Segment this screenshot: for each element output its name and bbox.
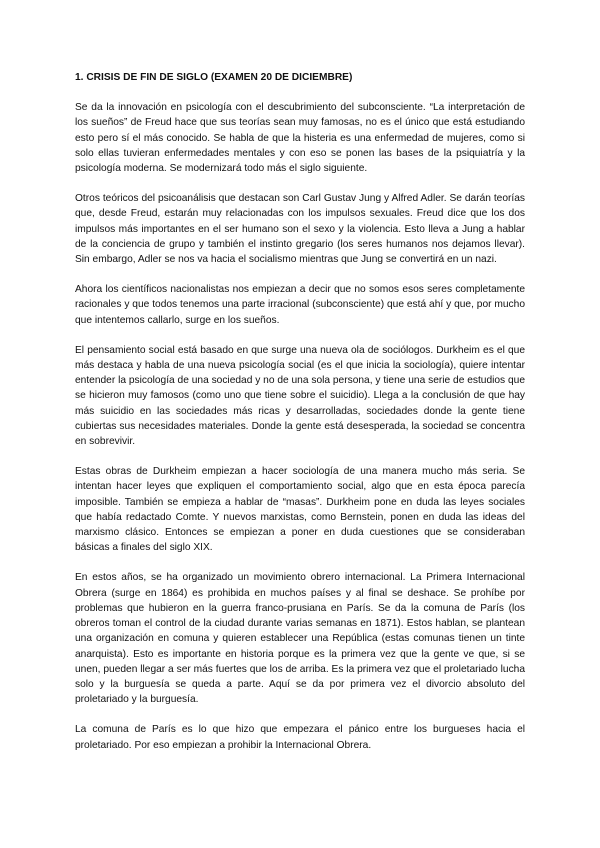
paragraph-workers-movement: En estos años, se ha organizado un movimiento obrero internacional. La Primera Internacional Obrera (surge en 1864) es prohibida en muchos países y al final se deshace. Se prohíbe por problemas que hubieron en la guerra franco-prusiana en París. Se da la comuna de París (los obreros toman el control de la ciudad durante varias semanas en 1871). Estos hablan, se plantean una organización en comuna y quieren establecer una República (estas comunas tienen un tinte anarquista). Esto es importante en historia porque es la primera vez que la gente ve que, si se unen, pueden llegar a ser más fuertes que los de arriba. Es la primera vez que el proletariado lucha solo y la burguesía se queda a parte. Aquí se da por primera vez el divorcio absoluto del proletariado y la burguesía. [75,572,525,706]
paragraph-irrationality: Ahora los científicos nacionalistas nos empiezan a decir que no somos esos seres completamente racionales y que todos tenemos una parte irracional (subconsciente) que está ahí y que, por mucho que intentemos callarlo, surge en los sueños. [75,284,525,326]
paragraph-psychology: Se da la innovación en psicología con el descubrimiento del subconsciente. “La interpretación de los sueños” de Freud hace que sus teorías sean muy famosas, no es el único que está estudiando esto pero sí el más conocido. Se habla de que la histeria es una enfermedad de mujeres, como si solo ellas tuvieran enfermedades mentales y con eso se ponen las bases de la psiquiatría y la psicología moderna. Se modernizará todo más el siglo siguiente. [75,102,525,175]
paragraph-durkheim: El pensamiento social está basado en que surge una nueva ola de sociólogos. Durkheim es el que más destaca y habla de una nueva psicología social (es el que inicia la sociología), quiere intentar entender la psicología de una sociedad y no de una sola persona, y tiene una serie de estudios que se hicieron muy famosos (como uno que tiene sobre el suicidio). Llega a la conclusión de que hay más suicidio en las sociedades más ricas y desarrolladas, sociedades donde la gente tiene cubiertas sus necesidades materiales. Donde la gente está desesperada, la sociedad se concentra en sobrevivir. [75,344,525,448]
document-body [75,70,525,768]
section-heading: 1. CRISIS DE FIN DE SIGLO (EXAMEN 20 DE DICIEMBRE) [75,72,353,83]
paragraph-sociology: Estas obras de Durkheim empiezan a hacer sociología de una manera mucho más seria. Se intentan hacer leyes que expliquen el comportamiento social, algo que en esta época parecía imposible. También se empieza a hablar de “masas”. Durkheim pone en duda las leyes sociales que había redactado Comte. Y nuevos marxistas, como Bernstein, ponen en duda las ideas del marxismo clásico. Entonces se empiezan a poner en duda cuestiones que se consideraban básicas a finales del siglo XIX. [75,466,525,554]
paragraph-psychoanalysis: Otros teóricos del psicoanálisis que destacan son Carl Gustav Jung y Alfred Adler. Se darán teorías que, desde Freud, estarán muy relacionadas con los impulsos sexuales. Freud dice que los dos impulsos más importantes en el ser humano son el sexo y la violencia. Esto lleva a Jung a hablar de la conciencia de grupo y también el instinto gregario (los seres humanos nos dejamos llevar). Sin embargo, Adler se nos va hacia el socialismo mientras que Jung se convertirá en un nazi. [75,193,525,266]
paragraph-paris-commune: La comuna de París es lo que hizo que empezara el pánico entre los burgueses hacia el proletariado. Por eso empiezan a prohibir la Internacional Obrera. [75,724,525,751]
